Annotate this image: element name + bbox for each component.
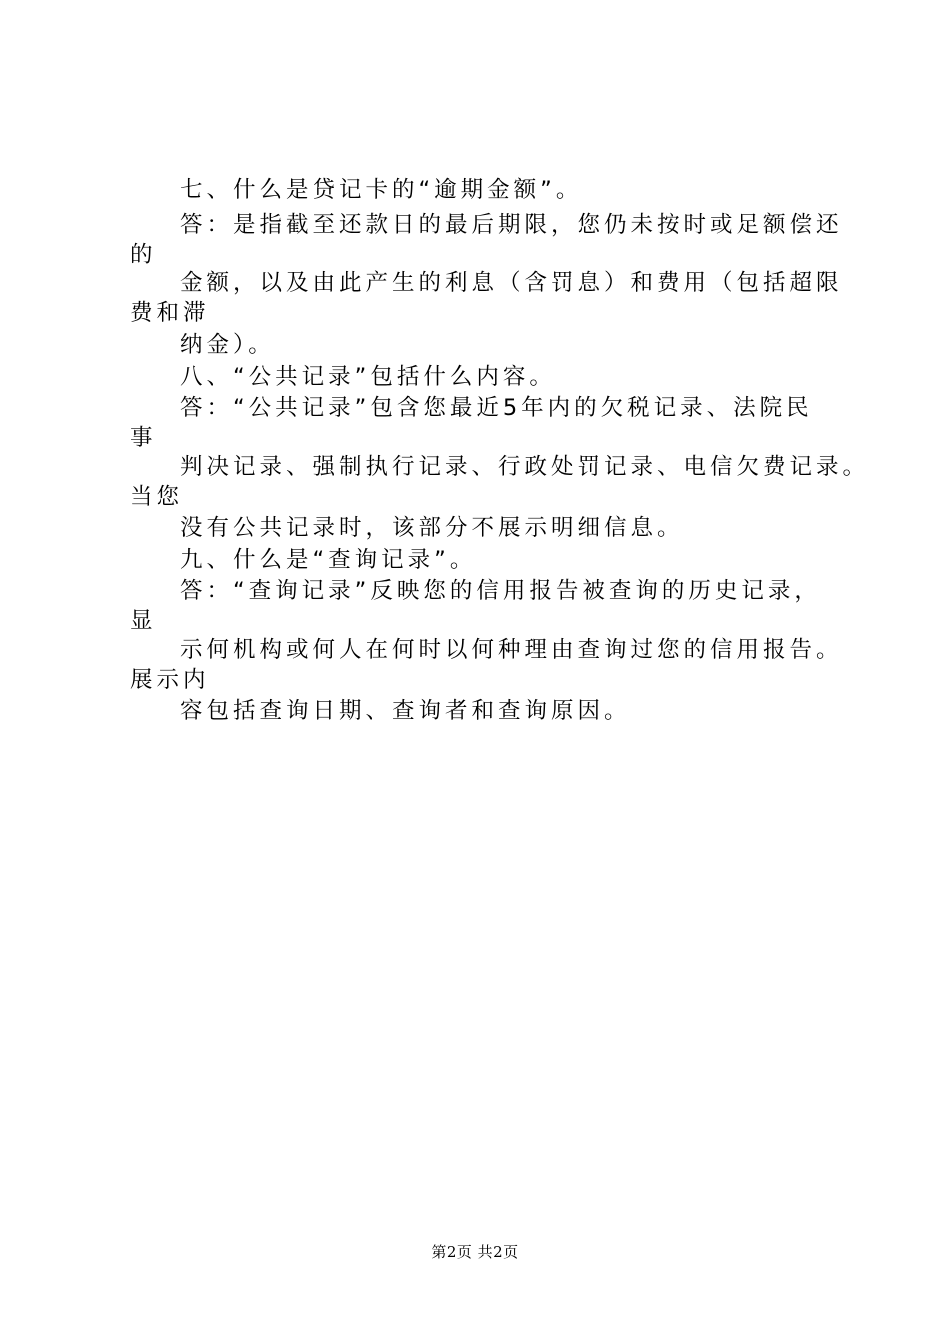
answer-7-wrap-1: 的 (130, 242, 157, 268)
question-7-heading: 七、什么是贷记卡的“逾期金额”。 (180, 177, 583, 203)
answer-8-line-1: 答：“公共记录”包含您最近5年内的欠税记录、法院民 (180, 395, 813, 421)
answer-7-wrap-2: 费和滞 (130, 300, 210, 326)
answer-9-wrap-2: 展示内 (130, 667, 210, 693)
answer-7-line-1: 答：是指截至还款日的最后期限，您仍未按时或足额偿还 (180, 212, 843, 238)
answer-7-line-2: 金额，以及由此产生的利息（含罚息）和费用（包括超限 (180, 270, 843, 296)
answer-9-line-3: 容包括查询日期、查询者和查询原因。 (180, 698, 631, 724)
question-8-heading: 八、“公共记录”包括什么内容。 (180, 364, 556, 390)
answer-8-wrap-1: 事 (130, 425, 157, 451)
answer-7-line-3: 纳金）。 (180, 332, 275, 358)
page-number-footer: 第2页 共2页 (431, 1243, 519, 1261)
answer-9-line-2: 示何机构或何人在何时以何种理由查询过您的信用报告。 (180, 637, 843, 663)
answer-8-line-2: 判决记录、强制执行记录、行政处罚记录、电信欠费记录。 (180, 454, 870, 480)
answer-8-line-3: 没有公共记录时，该部分不展示明细信息。 (180, 515, 684, 541)
answer-9-line-1: 答：“查询记录”反映您的信用报告被查询的历史记录， (180, 578, 821, 604)
question-9-heading: 九、什么是“查询记录”。 (180, 547, 477, 573)
answer-9-wrap-1: 显 (130, 608, 157, 634)
answer-8-wrap-2: 当您 (130, 484, 184, 510)
